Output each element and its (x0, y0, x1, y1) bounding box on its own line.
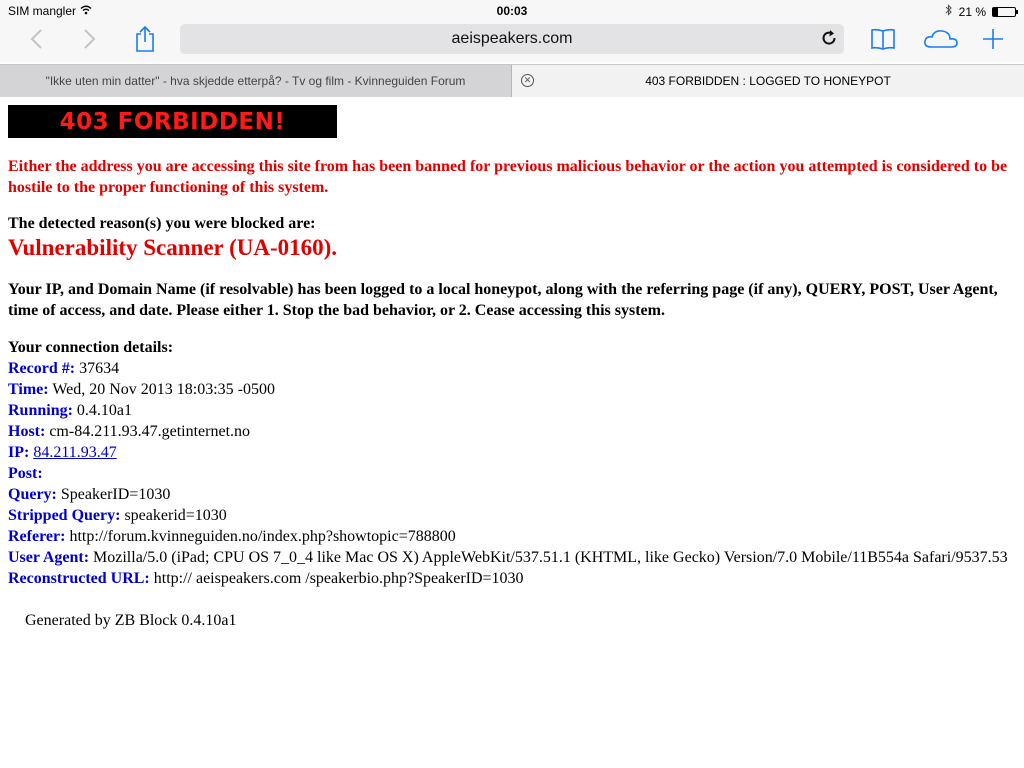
reconstructed-url-value: http:// aeispeakers.com /speakerbio.php?SpeakerID=1030 (153, 570, 524, 587)
tab-kvinneguiden[interactable] (0, 65, 512, 97)
detail-referer (8, 526, 1018, 547)
share-icon (134, 25, 156, 58)
cloud-tabs-button[interactable] (920, 24, 962, 58)
tab-label: "Ikke uten min datter" - hva skjedde etterpå? - Tv og film - Kvinneguiden Forum (45, 74, 466, 88)
time-label: Time: (8, 381, 49, 398)
bluetooth-icon (945, 4, 953, 19)
battery-fill (993, 8, 998, 16)
ip-label: IP: (8, 444, 30, 461)
carrier-label: SIM mangler (8, 4, 77, 18)
bookmarks-icon (869, 27, 897, 56)
running-value: 0.4.10a1 (76, 402, 133, 419)
block-reason: Vulnerability Scanner (UA-0160). (8, 235, 338, 260)
status-bar (0, 0, 1024, 22)
record-value: 37634 (79, 360, 120, 377)
detail-record (8, 358, 1018, 379)
battery-percent: 21 % (958, 4, 986, 19)
close-icon[interactable]: ✕ (521, 74, 534, 87)
referer-value: http://forum.kvinneguiden.no/index.php?showtopic=788800 (69, 528, 456, 545)
time-value: Wed, 20 Nov 2013 18:03:35 -0500 (52, 381, 276, 398)
back-icon (29, 28, 43, 55)
forward-button[interactable] (76, 24, 104, 58)
detail-post (8, 463, 1018, 484)
user-agent-label: User Agent: (8, 549, 90, 566)
status-time: 00:03 (496, 4, 528, 18)
bookmarks-button[interactable] (868, 24, 898, 58)
query-value: SpeakerID=1030 (60, 486, 171, 503)
running-label: Running: (8, 402, 73, 419)
cloud-tabs-icon (922, 27, 960, 56)
stripped-query-value: speakerid=1030 (124, 507, 227, 524)
detail-query (8, 484, 1018, 505)
new-tab-button[interactable] (980, 24, 1006, 58)
referer-label: Referer: (8, 528, 66, 545)
page-content (8, 105, 1018, 631)
browser-toolbar (0, 22, 1024, 62)
status-right (945, 4, 1016, 19)
detail-time (8, 379, 1018, 400)
address-bar[interactable] (180, 24, 844, 54)
forward-icon (83, 28, 97, 55)
detail-host (8, 421, 1018, 442)
stripped-query-label: Stripped Query: (8, 507, 121, 524)
reload-icon (820, 34, 838, 51)
detail-user-agent (8, 547, 1018, 568)
host-label: Host: (8, 423, 46, 440)
connection-title: Your connection details: (8, 339, 174, 356)
ban-warning: Either the address you are accessing this site from has been banned for previous malicious behavior or the action you attempted is considered to be hostile to the proper functioning of this system. (8, 158, 1008, 196)
detail-running (8, 400, 1018, 421)
url-text: aeispeakers.com (451, 30, 573, 47)
battery-icon (992, 7, 1016, 17)
tab-bar (0, 64, 1024, 97)
post-label: Post: (8, 465, 43, 482)
share-button[interactable] (130, 24, 160, 58)
detail-reconstructed-url (8, 568, 1018, 589)
logged-notice: Your IP, and Domain Name (if resolvable) has been logged to a local honeypot, along with the referring page (if any), QUERY, POST, User Agent, time of access, and date. Please either 1. Stop the bad behavior, or 2. Cease accessing this system. (8, 281, 998, 319)
reload-button[interactable] (820, 29, 838, 52)
generated-by-footer: Generated by ZB Block 0.4.10a1 (25, 612, 237, 629)
tab-label: 403 FORBIDDEN : LOGGED TO HONEYPOT (645, 74, 891, 88)
detail-ip (8, 442, 1018, 463)
forbidden-banner: 403 FORBIDDEN! (8, 105, 337, 138)
reconstructed-url-label: Reconstructed URL: (8, 570, 150, 587)
reason-label: The detected reason(s) you were blocked are: (8, 215, 316, 232)
host-value: cm-84.211.93.47.getinternet.no (49, 423, 251, 440)
new-tab-icon (981, 27, 1005, 56)
detail-stripped-query (8, 505, 1018, 526)
ip-link[interactable]: 84.211.93.47 (33, 444, 117, 461)
record-label: Record #: (8, 360, 76, 377)
back-button[interactable] (22, 24, 50, 58)
query-label: Query: (8, 486, 57, 503)
tab-forbidden[interactable] (512, 65, 1024, 97)
user-agent-value: Mozilla/5.0 (iPad; CPU OS 7_0_4 like Mac OS X) AppleWebKit/537.51.1 (KHTML, like Gecko) Version/7.0 Mobile/11B554a Safari/9537.53 (93, 549, 1008, 566)
